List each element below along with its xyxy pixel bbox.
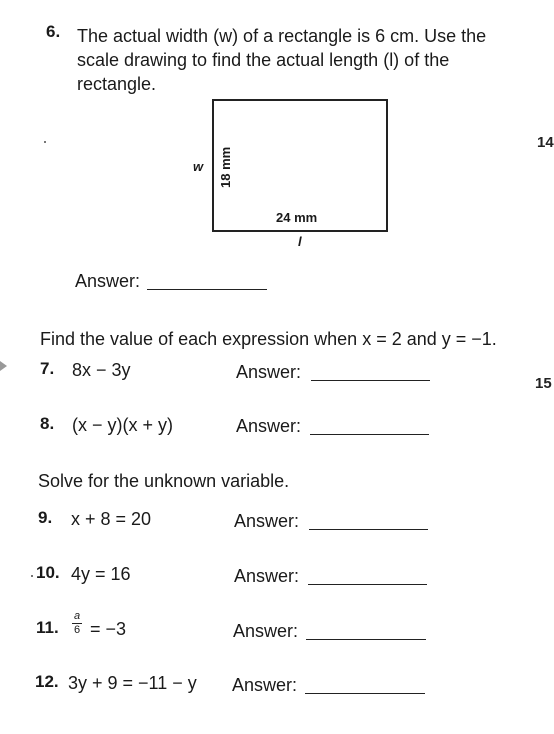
q12-number: 12. [35,672,59,691]
edge-page-number-14: 14 [537,134,554,151]
q8-answer-label: Answer: [236,416,302,436]
q7-answer-line[interactable] [311,380,430,381]
length-measure-label: 24 mm [276,210,318,225]
stray-dot [44,141,46,143]
q7-number: 7. [40,359,55,378]
q12-expression: 3y + 9 = −11 − y [68,673,197,693]
q6-number: 6. [46,22,61,41]
q6-answer-label: Answer: [75,271,141,291]
q12-answer-line[interactable] [305,693,425,694]
q6-line1: The actual width (w) of a rectangle is 6 cm. Use the [77,26,487,46]
q8-answer-line[interactable] [310,434,429,435]
q9-answer-label: Answer: [234,511,300,531]
q6-answer-line[interactable] [147,289,267,290]
length-variable-label: l [298,234,302,249]
q6-line2: scale drawing to find the actual length (l) of the [77,50,450,70]
q10-number: 10. [36,563,60,582]
q9-number: 9. [38,508,53,527]
q8-expression: (x − y)(x + y) [72,415,174,435]
q11-answer-line[interactable] [306,639,426,640]
left-margin-arrow-icon [0,361,7,371]
q11-fraction [72,611,82,636]
q10-answer-label: Answer: [234,566,300,586]
q9-expression: x + 8 = 20 [71,509,152,529]
section2-instructions: Solve for the unknown variable. [38,471,290,491]
q8-number: 8. [40,414,55,433]
q11-fraction-numerator: a [73,610,81,622]
q11-fraction-denominator: 6 [73,624,81,636]
q10-answer-line[interactable] [308,584,427,585]
edge-page-number-15: 15 [535,375,552,392]
q10-expression: 4y = 16 [71,564,131,584]
q6-line3: rectangle. [77,74,157,94]
q11-answer-label: Answer: [233,621,299,641]
stray-dot-2 [31,575,33,577]
q11-expression-rest: = −3 [90,619,127,639]
q12-answer-label: Answer: [232,675,298,695]
height-measure-label: 18 mm [218,146,233,188]
q11-number: 11. [36,618,59,637]
q7-answer-label: Answer: [236,362,302,382]
q7-expression: 8x − 3y [72,360,131,380]
q9-answer-line[interactable] [309,529,428,530]
section1-instructions: Find the value of each expression when x = 2 and y = −1. [40,329,497,349]
width-variable-label: w [193,159,204,174]
